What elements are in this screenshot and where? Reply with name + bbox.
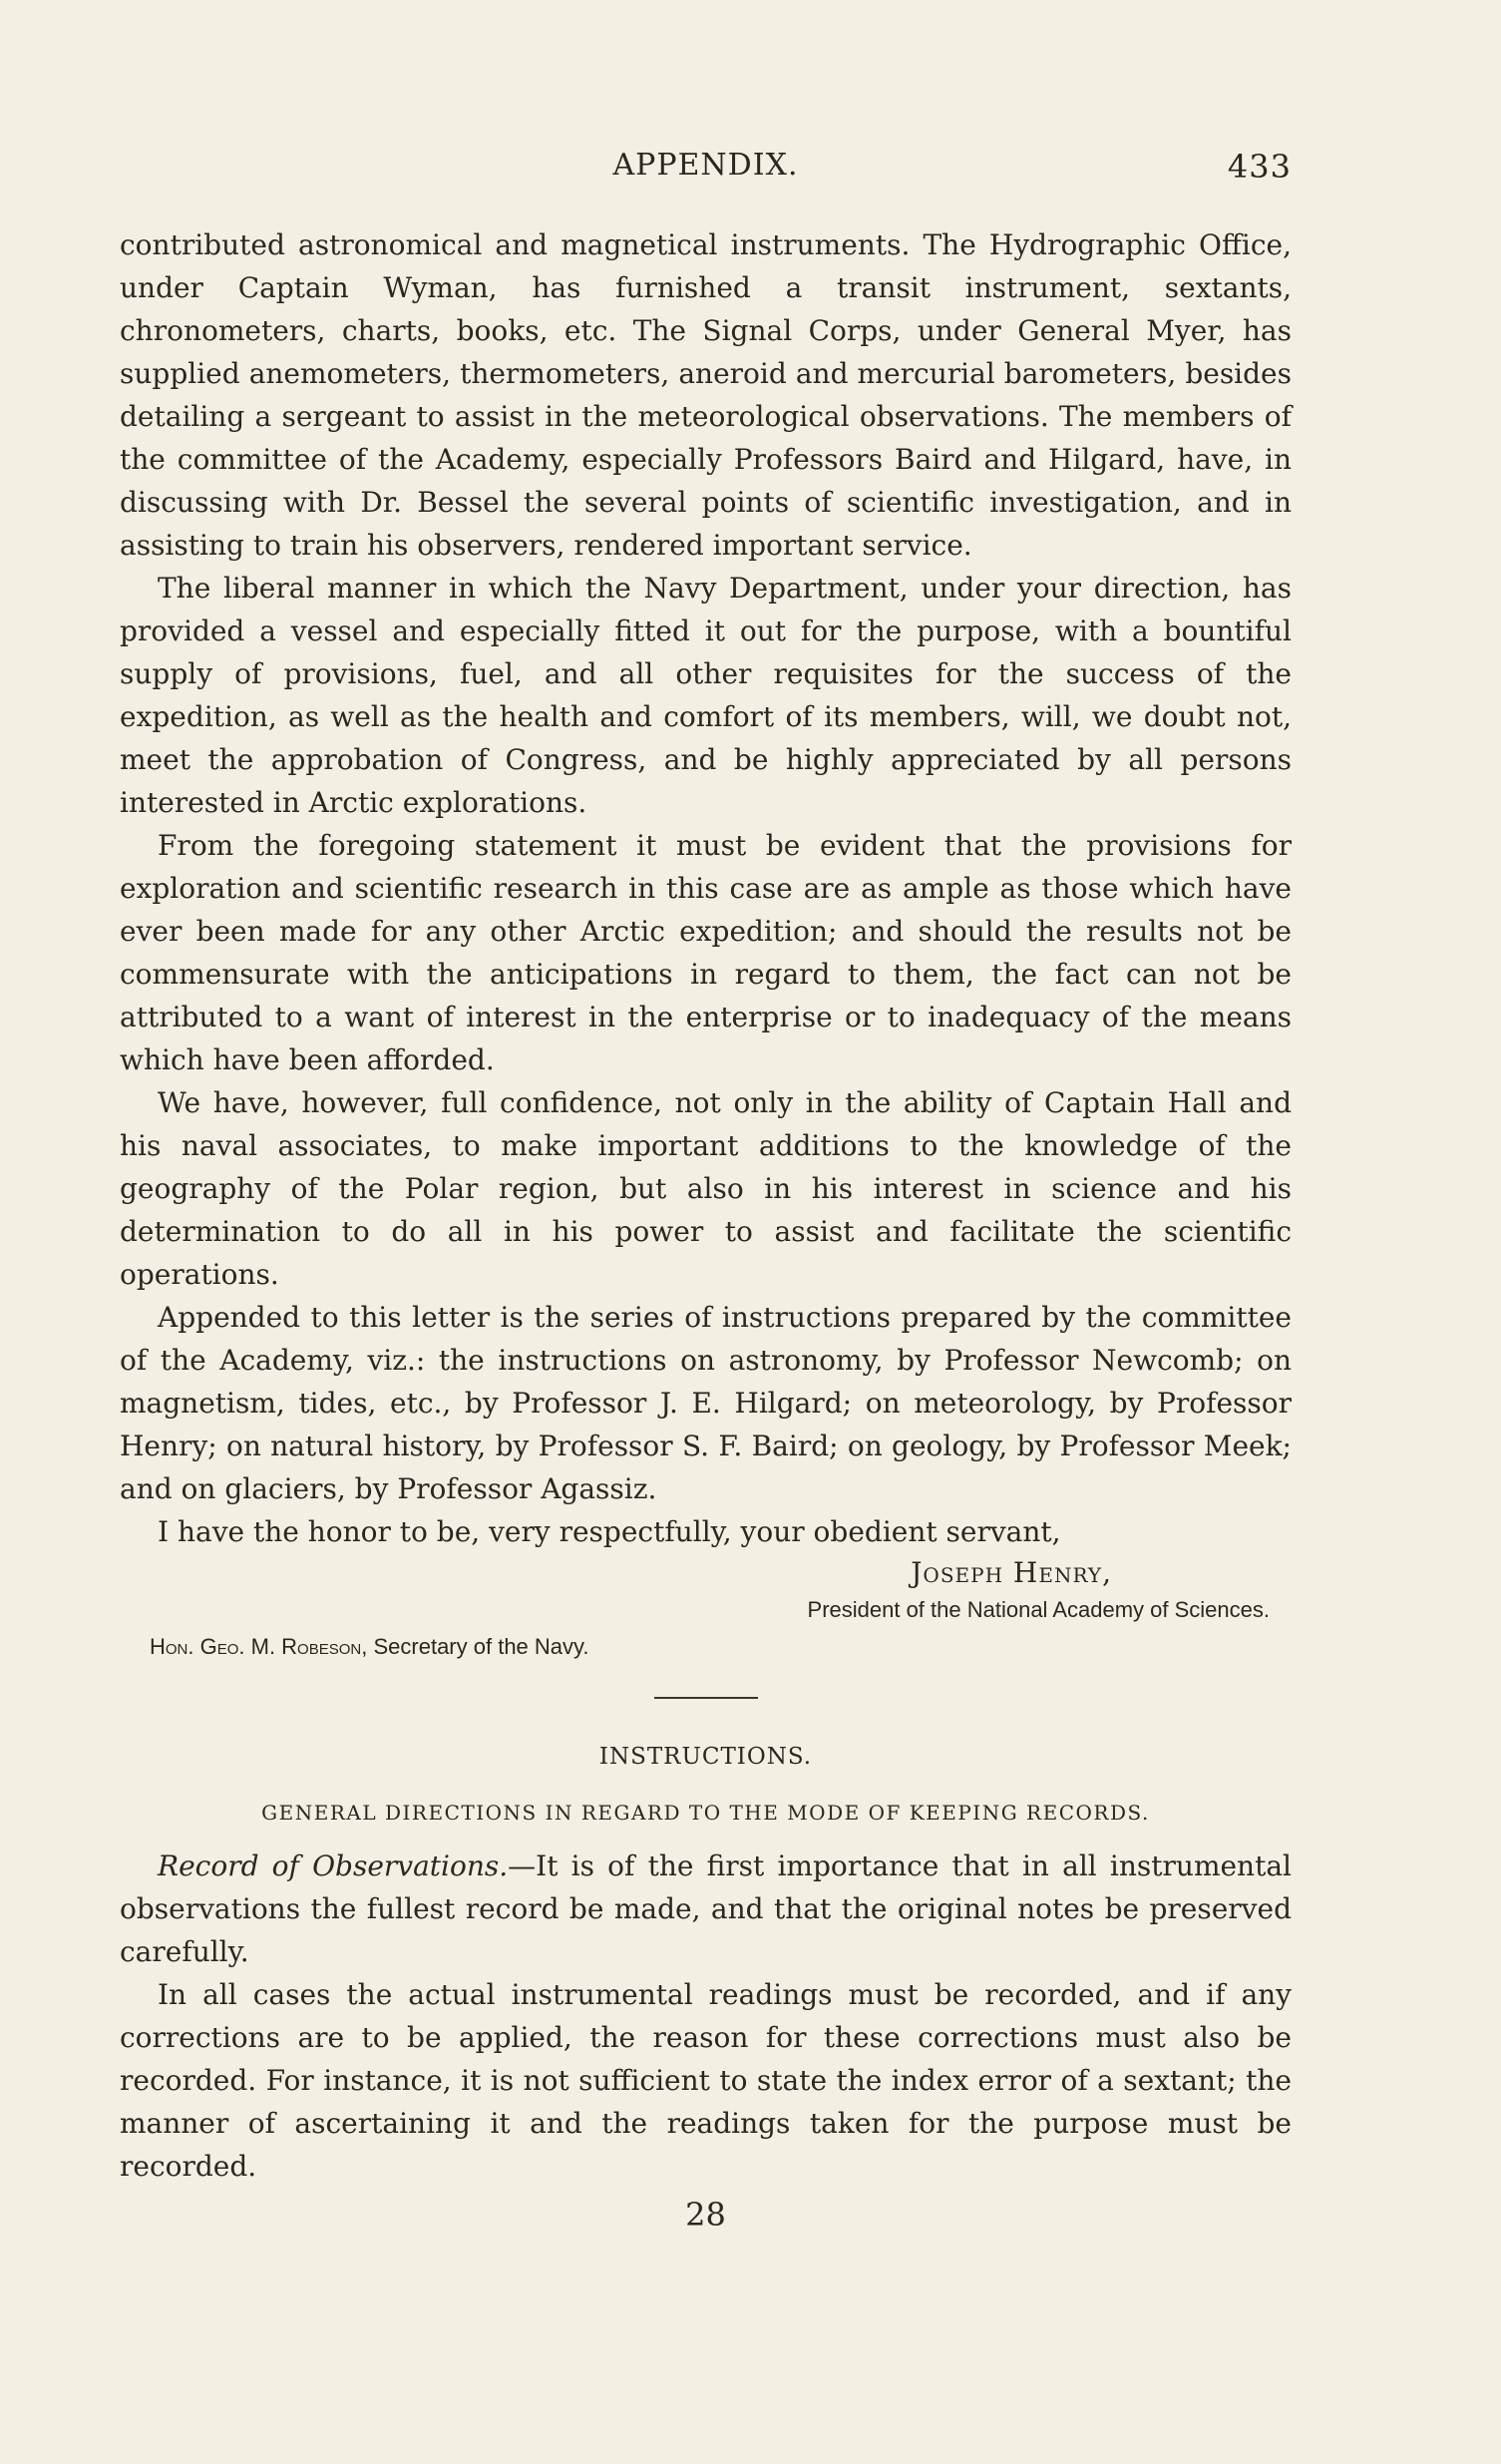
instructions-subheading: GENERAL DIRECTIONS IN REGARD TO THE MODE OF KEEPING RECORDS. bbox=[261, 1801, 1150, 1825]
paragraph-4: We have, however, full confidence, not only in the ability of Captain Hall and his naval associates, to make important additions to the knowledge of the geography of the Polar region, but also in his interest in science and his determination to do all in his power to assist and facilitate the scientific operations. bbox=[120, 1086, 1292, 1291]
signature-title: President of the National Academy of Sciences. bbox=[807, 1597, 1270, 1622]
record-run-in-heading: Record of Observations. bbox=[158, 1849, 509, 1882]
addressee bbox=[120, 1627, 1292, 1667]
signature-mark: 28 bbox=[685, 2196, 726, 2234]
section-divider bbox=[654, 1697, 758, 1699]
body-text bbox=[120, 223, 1292, 2237]
signature-name: Joseph Henry, bbox=[911, 1556, 1112, 1589]
closing-line: I have the honor to be, very respectfully, your obedient servant, bbox=[158, 1515, 1061, 1548]
record-paragraph-text: —It is of the first importance that in all instrumental observations the fullest record be made, and that the original notes be preserved carefully. bbox=[120, 1849, 1292, 1968]
running-head bbox=[120, 148, 1292, 192]
paragraph-1: contributed astronomical and magnetical instruments. The Hydrographic Office, under Captain Wyman, has furnished a transit instrument, sextants, chronometers, charts, books, etc. The Signal Corps, under General Myer, has supplied anemometers, thermometers, aneroid and mercurial barometers, besides detailing a sergeant to assist in the meteorological observations. The members of the committee of the Academy, especially Professors Baird and Hilgard, have, in discussing with Dr. Bessel the several points of scientific investigation, and in assisting to train his observers, rendered important service. bbox=[120, 228, 1292, 562]
addressee-name: Hon. Geo. M. Robeson, bbox=[150, 1634, 368, 1659]
instructions-heading: INSTRUCTIONS. bbox=[598, 1744, 813, 1770]
running-head-title: APPENDIX. bbox=[612, 148, 799, 183]
paragraph-5: Appended to this letter is the series of instructions prepared by the committee of the Academy, viz.: the instructions on astronomy, by Professor Newcomb; on magnetism, tides, etc., by Professor J. E. Hilgard; on meteorology, by Professor Henry; on natural history, by Professor S. F. Baird; on geology, by Professor Meek; and on glaciers, by Professor Agassiz. bbox=[120, 1301, 1292, 1505]
page-number: 433 bbox=[1227, 148, 1292, 186]
addressee-role: Secretary of the Navy. bbox=[373, 1634, 589, 1659]
paragraph-3: From the foregoing statement it must be evident that the provisions for exploration and scientific research in this case are as ample as those which have ever been made for any other Arctic expedition; and should the results not be commensurate with the anticipations in regard to them, the fact can not be attributed to a want of interest in the enterprise or to inadequacy of the means which have been afforded. bbox=[120, 829, 1292, 1076]
corrections-paragraph: In all cases the actual instrumental readings must be recorded, and if any corrections are to be applied, the reason for these corrections must also be recorded. For instance, it is not sufficient to state the index error of a sextant; the manner of ascertaining it and the readings taken for the purpose must be recorded. bbox=[120, 1978, 1292, 2183]
paragraph-2: The liberal manner in which the Navy Department, under your direction, has provided a vessel and especially fitted it out for the purpose, with a bountiful supply of provisions, fuel, and all other requisites for the success of the expedition, as well as the health and comfort of its members, will, we doubt not, meet the approbation of Congress, and be highly appreciated by all persons interested in Arctic explorations. bbox=[120, 572, 1292, 819]
record-paragraph bbox=[120, 1845, 1292, 1973]
